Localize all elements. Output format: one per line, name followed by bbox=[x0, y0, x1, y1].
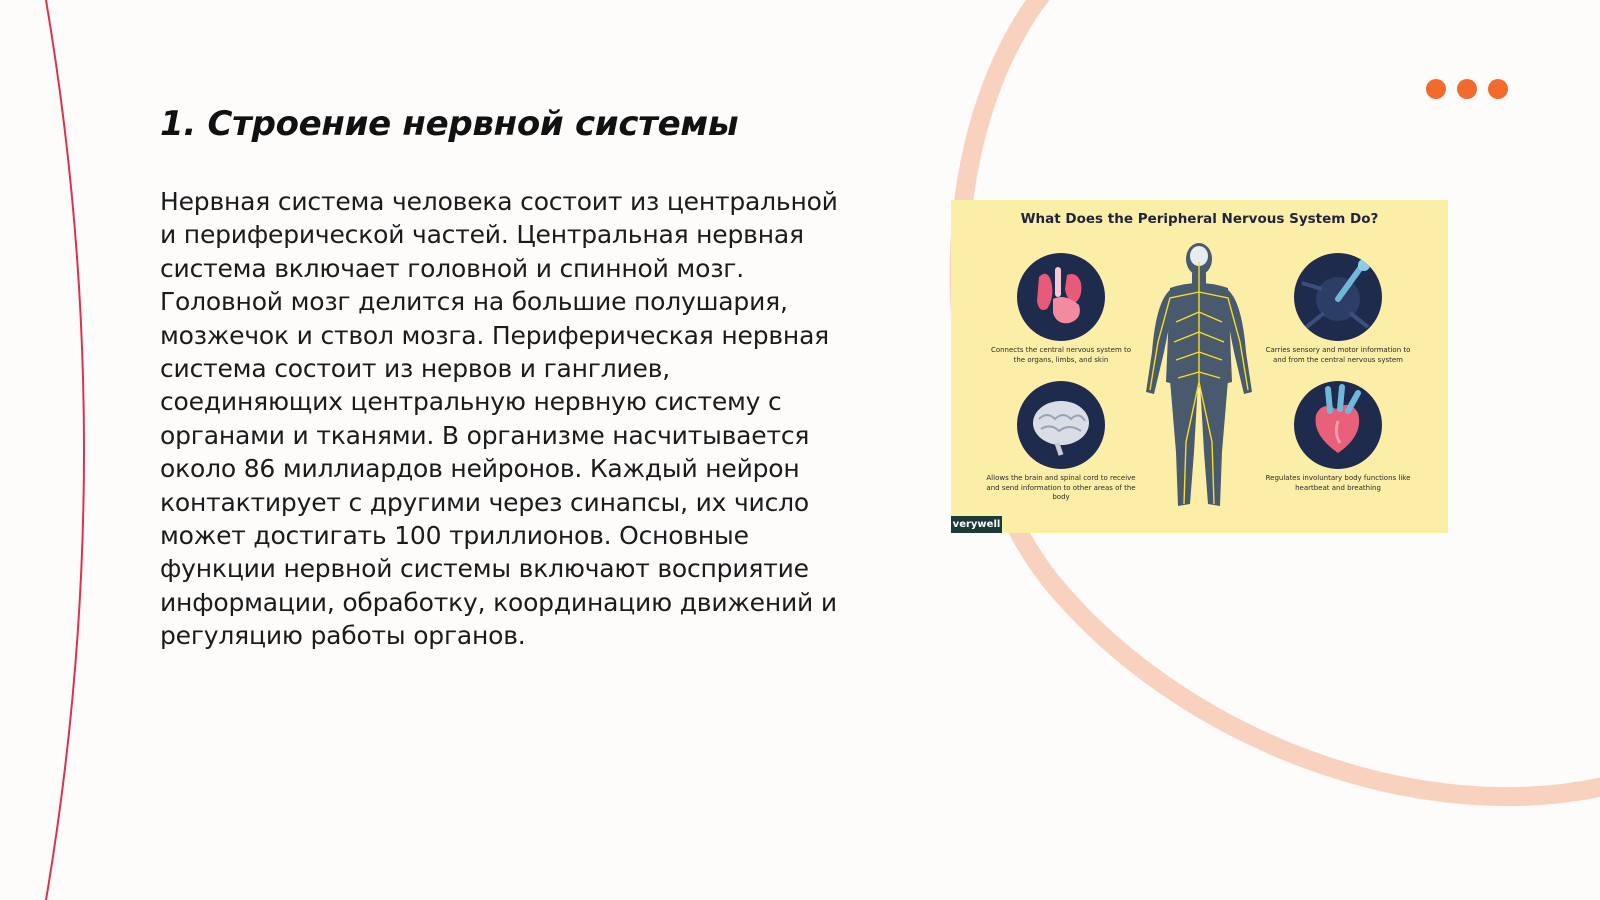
organs-icon bbox=[1017, 253, 1105, 341]
panel-caption: Allows the brain and spinal cord to receive and send information to other areas of the body bbox=[986, 474, 1136, 501]
brain-icon bbox=[1017, 381, 1105, 469]
dots-decoration bbox=[1426, 79, 1508, 99]
panel-caption: Regulates involuntary body functions like heartbeat and breathing bbox=[1265, 474, 1411, 492]
infographic-title: What Does the Peripheral Nervous System Do? bbox=[1020, 211, 1379, 227]
slide-title: 1. Строение нервной системы bbox=[160, 104, 739, 144]
panel-caption: Connects the central nervous system to the organs, limbs, and skin bbox=[990, 346, 1132, 364]
left-red-curve bbox=[46, 0, 84, 900]
nervous-system-infographic bbox=[951, 200, 1448, 533]
heart-icon bbox=[1294, 381, 1382, 469]
verywell-logo: verywell bbox=[951, 516, 1002, 533]
panel-caption: Carries sensory and motor information to and from the central nervous system bbox=[1265, 346, 1411, 364]
dot-icon bbox=[1488, 79, 1508, 99]
human-figure-icon bbox=[1134, 242, 1264, 517]
dot-icon bbox=[1426, 79, 1446, 99]
neuron-icon bbox=[1294, 253, 1382, 341]
slide-body-text: Нервная система человека состоит из центральной и периферической частей. Центральная нервная система включает головной и спинной мозг. Головной мозг делится на большие полушария, мозжечок и ствол мозга. Периферическая нервная система состоит из нервов и ганглиев, соединяющих центральную нервную систему с органами и тканями. В организме насчитывается около 86 миллиардов нейронов. Каждый нейрон контактирует с другими через синапсы, их число может достигать 100 триллионов. Основные функции нервной системы включают восприятие информации, обработку, координацию движений и регуляцию работы органов. bbox=[160, 187, 838, 651]
dot-icon bbox=[1457, 79, 1477, 99]
